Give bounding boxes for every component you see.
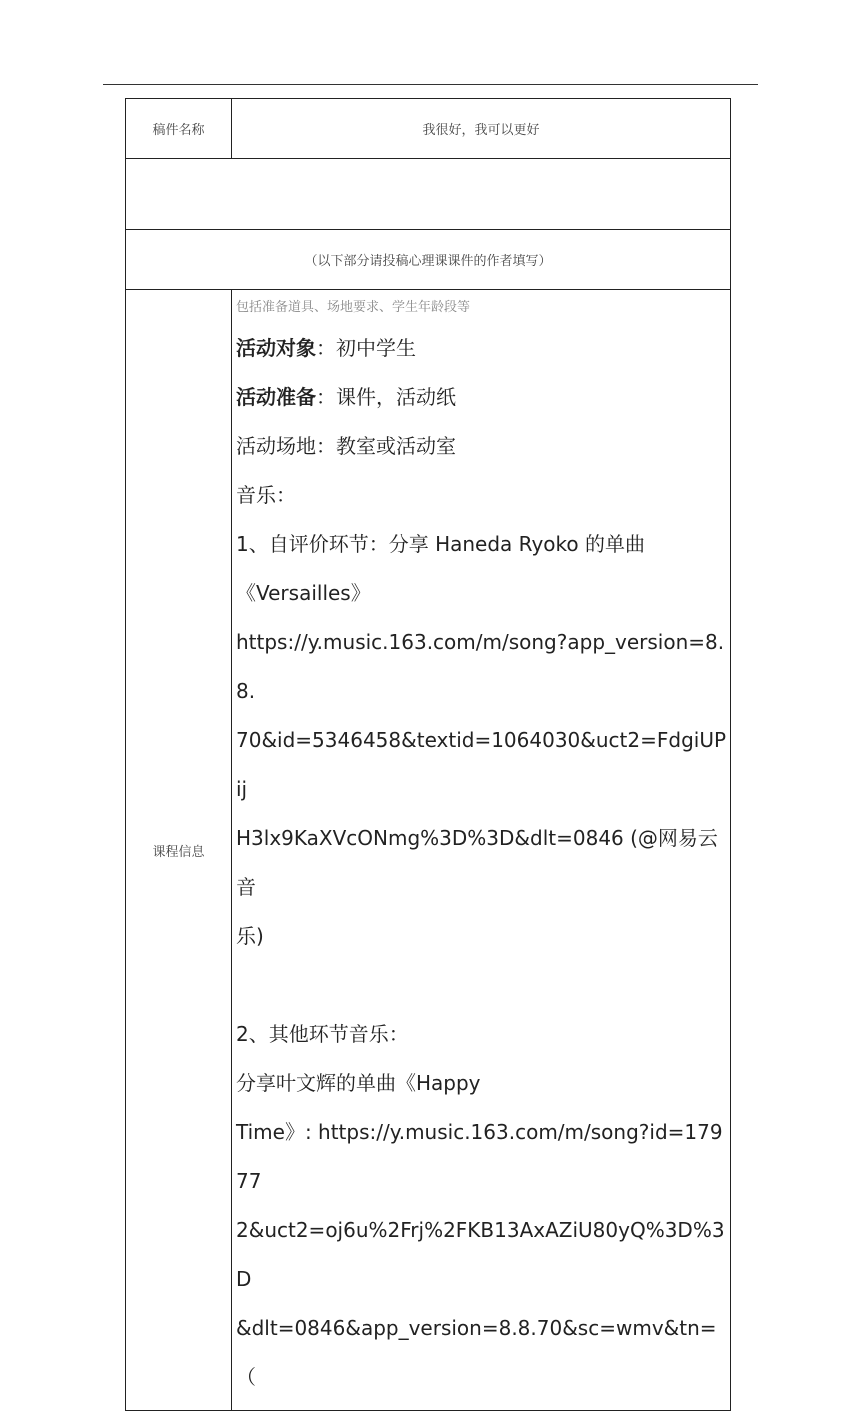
music-item-1-title: 1、自评价环节：分享 Haneda Ryoko 的单曲 xyxy=(236,532,646,556)
activity-prep-value: ：课件，活动纸 xyxy=(316,385,456,409)
header-rule xyxy=(103,84,758,85)
activity-prep-label: 活动准备 xyxy=(236,385,316,409)
course-info-row xyxy=(126,290,731,1411)
course-info-label: 课程信息 xyxy=(126,290,232,1411)
empty-cell xyxy=(126,159,731,230)
activity-prep xyxy=(236,373,730,422)
submission-form-table xyxy=(125,98,731,1411)
activity-venue: 活动场地：教室或活动室 xyxy=(236,434,456,458)
title-label: 稿件名称 xyxy=(126,99,232,159)
music-item-1-url-line: 70&id=5346458&textid=1064030&uct2=FdgiUPij xyxy=(236,728,727,801)
title-value: 我很好，我可以更好 xyxy=(232,99,731,159)
music-item-2-title: 2、其他环节音乐： xyxy=(236,1022,409,1046)
course-info-hint: 包括准备道具、场地要求、学生年龄段等 xyxy=(236,300,471,315)
music-item-2-url-line: &dlt=0846&app_version=8.8.70&sc=wmv&tn=（ xyxy=(236,1316,717,1389)
music-heading: 音乐： xyxy=(236,483,296,507)
music-item-2-url-line: 2&uct2=oj6u%2Frj%2FKB13AxAZiU80yQ%3D%3D xyxy=(236,1218,725,1291)
title-row xyxy=(126,99,731,159)
music-item-2-url-line: Time》: https://y.music.163.com/m/song?id=17977 xyxy=(236,1120,723,1193)
music-item-1-url-line: https://y.music.163.com/m/song?app_version=8.8. xyxy=(236,630,725,703)
blank-line xyxy=(236,961,730,1010)
music-item-1-url-line: H3lx9KaXVcONmg%3D%3D&dlt=0846 (@网易云音 xyxy=(236,826,718,899)
empty-row xyxy=(126,159,731,230)
music-item-1-url-line: 乐) xyxy=(236,924,264,948)
music-item-2-song: 分享叶文辉的单曲《Happy xyxy=(236,1071,481,1095)
note-row xyxy=(126,230,731,290)
activity-target-value: ：初中学生 xyxy=(316,336,416,360)
activity-target-label: 活动对象 xyxy=(236,336,316,360)
course-info-content xyxy=(232,290,731,1411)
activity-target xyxy=(236,324,730,373)
author-note: （以下部分请投稿心理课课件的作者填写） xyxy=(126,230,731,290)
music-item-1-song: 《Versailles》 xyxy=(236,581,371,605)
